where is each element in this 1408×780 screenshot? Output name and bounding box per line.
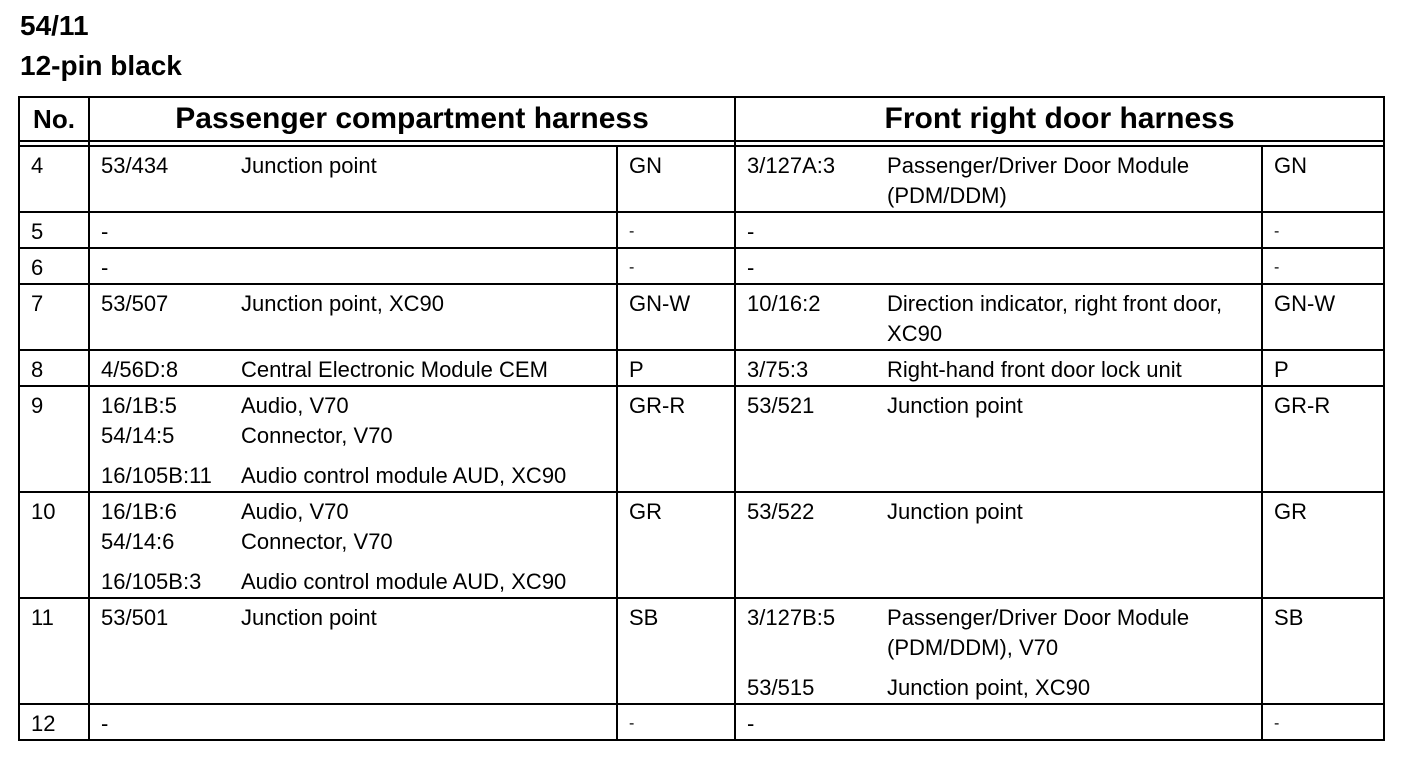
column-header-passenger: Passenger compartment harness bbox=[89, 97, 735, 141]
pin-number: 5 bbox=[19, 212, 89, 248]
table-header-row bbox=[19, 97, 1384, 141]
column-header-no: No. bbox=[19, 97, 89, 141]
pin-rows bbox=[19, 146, 1384, 740]
door-wire-color: - bbox=[1262, 704, 1384, 740]
passenger-wire-color: GN-W bbox=[617, 284, 735, 350]
door-component-description: Passenger/Driver Door Module (PDM/DDM) bbox=[887, 153, 1190, 208]
passenger-component-id: 16/105B:11 bbox=[101, 463, 212, 488]
passenger-component-description: Audio, V70 bbox=[241, 393, 349, 418]
door-component-descriptions bbox=[875, 248, 1262, 284]
passenger-component-id: 16/1B:5 bbox=[101, 393, 177, 418]
door-component-descriptions bbox=[875, 386, 1262, 492]
door-component-descriptions bbox=[875, 704, 1262, 740]
passenger-component-ids bbox=[89, 350, 229, 386]
table-row bbox=[19, 386, 1384, 492]
door-component-description: Junction point, XC90 bbox=[887, 675, 1091, 700]
pin-number: 4 bbox=[19, 146, 89, 212]
passenger-component-ids: - bbox=[89, 248, 229, 284]
table-row bbox=[19, 704, 1384, 740]
passenger-wire-color: GR bbox=[617, 492, 735, 598]
passenger-component-ids: - bbox=[89, 704, 229, 740]
door-component-descriptions bbox=[875, 492, 1262, 598]
column-header-door: Front right door harness bbox=[735, 97, 1384, 141]
door-component-ids: - bbox=[735, 248, 875, 284]
door-component-ids bbox=[735, 492, 875, 598]
passenger-wire-color: - bbox=[617, 704, 735, 740]
door-component-descriptions bbox=[875, 146, 1262, 212]
table-row bbox=[19, 248, 1384, 284]
passenger-component-descriptions bbox=[229, 146, 617, 212]
door-wire-color: - bbox=[1262, 212, 1384, 248]
door-component-id: 53/522 bbox=[747, 499, 815, 524]
pin-number: 7 bbox=[19, 284, 89, 350]
pin-number: 6 bbox=[19, 248, 89, 284]
passenger-component-description: Audio control module AUD, XC90 bbox=[241, 569, 567, 594]
passenger-component-ids bbox=[89, 492, 229, 598]
door-component-descriptions bbox=[875, 212, 1262, 248]
passenger-component-description: Audio, V70 bbox=[241, 499, 349, 524]
pin-number: 8 bbox=[19, 350, 89, 386]
door-component-description: Direction indicator, right front door, XC90 bbox=[887, 291, 1223, 346]
door-wire-color: GN bbox=[1262, 146, 1384, 212]
passenger-component-descriptions bbox=[229, 492, 617, 598]
door-component-description: Right-hand front door lock unit bbox=[887, 357, 1182, 382]
door-component-descriptions bbox=[875, 598, 1262, 704]
door-component-descriptions bbox=[875, 350, 1262, 386]
door-component-id: 53/521 bbox=[747, 393, 815, 418]
passenger-component-description: Connector, V70 bbox=[241, 423, 393, 448]
passenger-component-descriptions bbox=[229, 284, 617, 350]
passenger-component-descriptions bbox=[229, 248, 617, 284]
passenger-component-descriptions bbox=[229, 212, 617, 248]
door-wire-color: P bbox=[1262, 350, 1384, 386]
door-wire-color: GR-R bbox=[1262, 386, 1384, 492]
passenger-component-description: Junction point, XC90 bbox=[241, 291, 445, 316]
door-component-id: 3/75:3 bbox=[747, 357, 809, 382]
passenger-component-descriptions bbox=[229, 350, 617, 386]
passenger-component-ids: - bbox=[89, 212, 229, 248]
pin-number: 12 bbox=[19, 704, 89, 740]
passenger-component-ids bbox=[89, 284, 229, 350]
passenger-component-ids bbox=[89, 386, 229, 492]
door-component-ids bbox=[735, 350, 875, 386]
passenger-component-id: 16/1B:6 bbox=[101, 499, 177, 524]
table-row bbox=[19, 492, 1384, 598]
door-component-ids bbox=[735, 386, 875, 492]
passenger-wire-color: SB bbox=[617, 598, 735, 704]
passenger-component-description: Junction point bbox=[241, 153, 377, 178]
passenger-component-id: 54/14:5 bbox=[101, 423, 175, 448]
door-component-ids bbox=[735, 146, 875, 212]
door-component-id: 3/127A:3 bbox=[747, 153, 836, 178]
passenger-component-id: 53/507 bbox=[101, 291, 169, 316]
passenger-component-description: Audio control module AUD, XC90 bbox=[241, 463, 567, 488]
passenger-component-description: Junction point bbox=[241, 605, 377, 630]
door-component-description: Junction point bbox=[887, 393, 1023, 418]
passenger-wire-color: - bbox=[617, 248, 735, 284]
door-component-ids bbox=[735, 598, 875, 704]
pin-number: 10 bbox=[19, 492, 89, 598]
table-row bbox=[19, 284, 1384, 350]
table-row bbox=[19, 212, 1384, 248]
connector-description: 12-pin black bbox=[20, 50, 182, 81]
passenger-wire-color: GR-R bbox=[617, 386, 735, 492]
table-row bbox=[19, 598, 1384, 704]
door-wire-color: SB bbox=[1262, 598, 1384, 704]
door-component-ids: - bbox=[735, 212, 875, 248]
door-wire-color: GN-W bbox=[1262, 284, 1384, 350]
passenger-component-ids bbox=[89, 598, 229, 704]
door-component-id: 10/16:2 bbox=[747, 291, 821, 316]
passenger-component-descriptions bbox=[229, 386, 617, 492]
door-component-id: 3/127B:5 bbox=[747, 605, 836, 630]
door-component-descriptions bbox=[875, 284, 1262, 350]
door-component-ids: - bbox=[735, 704, 875, 740]
door-wire-color: GR bbox=[1262, 492, 1384, 598]
passenger-component-id: 54/14:6 bbox=[101, 529, 175, 554]
passenger-component-id: 16/105B:3 bbox=[101, 569, 202, 594]
pin-number: 9 bbox=[19, 386, 89, 492]
passenger-component-id: 4/56D:8 bbox=[101, 357, 179, 382]
passenger-component-id: 53/434 bbox=[101, 153, 169, 178]
passenger-component-ids bbox=[89, 146, 229, 212]
table-row bbox=[19, 350, 1384, 386]
passenger-component-descriptions bbox=[229, 704, 617, 740]
passenger-component-descriptions bbox=[229, 598, 617, 704]
passenger-wire-color: P bbox=[617, 350, 735, 386]
door-component-description: Passenger/Driver Door Module (PDM/DDM), V70 bbox=[887, 605, 1190, 660]
passenger-wire-color: - bbox=[617, 212, 735, 248]
pinout-table bbox=[18, 96, 1385, 741]
table-row bbox=[19, 146, 1384, 212]
door-component-id: 53/515 bbox=[747, 675, 815, 700]
door-component-ids bbox=[735, 284, 875, 350]
passenger-component-description: Central Electronic Module CEM bbox=[241, 357, 548, 382]
passenger-component-id: 53/501 bbox=[101, 605, 169, 630]
door-component-description: Junction point bbox=[887, 499, 1023, 524]
connector-number: 54/11 bbox=[20, 10, 89, 41]
passenger-wire-color: GN bbox=[617, 146, 735, 212]
pin-number: 11 bbox=[19, 598, 89, 704]
passenger-component-description: Connector, V70 bbox=[241, 529, 393, 554]
door-wire-color: - bbox=[1262, 248, 1384, 284]
